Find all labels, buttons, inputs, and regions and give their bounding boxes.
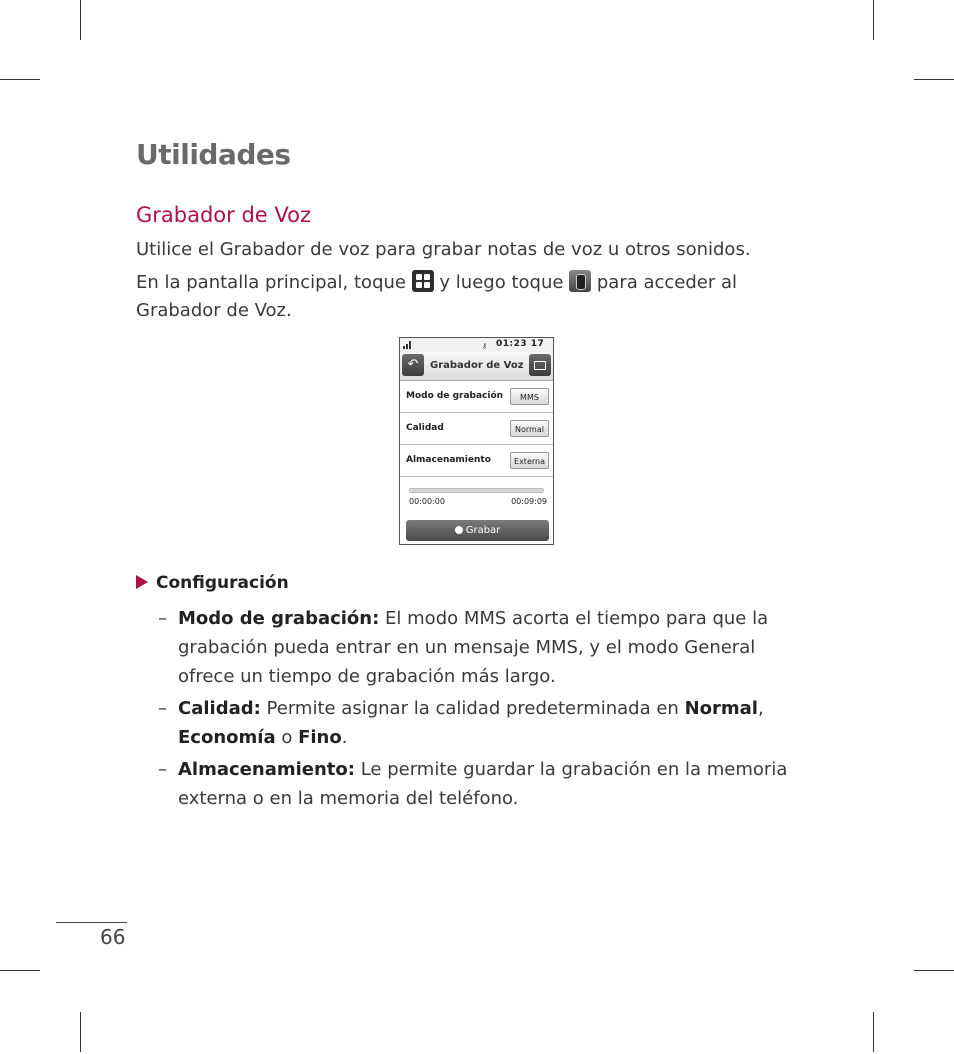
record-label: Grabar bbox=[465, 525, 501, 536]
recording-mode-value-button[interactable]: MMS bbox=[510, 388, 549, 405]
crop-mark bbox=[80, 0, 81, 40]
folder-icon bbox=[534, 361, 546, 370]
record-button[interactable] bbox=[406, 520, 549, 541]
config-heading bbox=[136, 573, 289, 593]
option: Economía bbox=[178, 727, 276, 748]
config-heading-text: Configuración bbox=[156, 573, 289, 593]
term: Almacenamiento: bbox=[178, 759, 355, 780]
description: El modo MMS acorta el tiempo para que la grabación pueda entrar en un mensaje MMS, y el modo General ofrece un tiempo de grabación más largo. bbox=[178, 608, 769, 687]
status-time: 01:23 17 bbox=[496, 339, 545, 349]
term: Calidad: bbox=[178, 698, 261, 719]
setting-row-recording-mode[interactable] bbox=[400, 381, 553, 413]
crop-mark bbox=[80, 1012, 81, 1052]
subsection-title: Grabador de Voz bbox=[136, 203, 311, 227]
crop-mark bbox=[914, 79, 954, 80]
terminator: . bbox=[341, 727, 348, 748]
setting-row-quality[interactable] bbox=[400, 413, 553, 445]
status-bar bbox=[400, 338, 553, 352]
separator: o bbox=[275, 727, 299, 748]
config-item-recording-mode bbox=[158, 604, 798, 691]
back-button[interactable] bbox=[402, 354, 424, 376]
crop-mark bbox=[873, 1012, 874, 1052]
instruction-text: En la pantalla principal, toque bbox=[136, 272, 412, 293]
quality-value-button[interactable]: Normal bbox=[510, 420, 549, 437]
setting-row-storage[interactable] bbox=[400, 445, 553, 477]
term: Modo de grabación: bbox=[178, 608, 380, 629]
elapsed-time: 00:00:00 bbox=[409, 497, 445, 506]
setting-label: Calidad bbox=[406, 423, 444, 433]
record-dot-icon bbox=[455, 526, 463, 534]
instruction-paragraph bbox=[136, 269, 776, 325]
storage-value-button[interactable]: Externa bbox=[510, 452, 549, 469]
dash-bullet: – bbox=[158, 608, 167, 629]
crop-mark bbox=[873, 0, 874, 40]
instruction-text: para acceder al Grabador de Voz. bbox=[136, 272, 738, 321]
dash-bullet: – bbox=[158, 698, 167, 719]
arrow-right-icon bbox=[136, 575, 148, 589]
intro-paragraph: Utilice el Grabador de voz para grabar notas de voz u otros sonidos. bbox=[136, 239, 751, 260]
dash-bullet: – bbox=[158, 759, 167, 780]
back-arrow-icon: ↶ bbox=[407, 357, 419, 372]
crop-mark bbox=[0, 970, 40, 971]
crop-mark bbox=[0, 79, 40, 80]
setting-label: Modo de grabación bbox=[406, 391, 504, 401]
page-number: 66 bbox=[100, 925, 126, 949]
section-title: Utilidades bbox=[136, 138, 291, 171]
option: Fino bbox=[298, 727, 342, 748]
description: Le permite guardar la grabación en la memoria externa o en la memoria del teléfono. bbox=[178, 759, 788, 809]
voice-recorder-screen bbox=[399, 337, 554, 545]
setting-label: Almacenamiento bbox=[406, 455, 491, 465]
page-number-rule bbox=[56, 922, 127, 923]
folder-button[interactable] bbox=[529, 354, 551, 376]
recording-progress-bar bbox=[409, 488, 544, 493]
screen-titlebar bbox=[400, 352, 553, 381]
signal-icon bbox=[403, 341, 413, 349]
option: Normal bbox=[684, 698, 758, 719]
key-icon: ⚷ bbox=[482, 342, 488, 350]
voice-recorder-icon bbox=[569, 270, 591, 292]
instruction-text: y luego toque bbox=[433, 272, 570, 293]
separator: , bbox=[757, 698, 764, 719]
config-item-storage bbox=[158, 755, 798, 813]
apps-grid-icon bbox=[412, 270, 434, 292]
crop-mark bbox=[914, 970, 954, 971]
description: Permite asignar la calidad predeterminada en bbox=[260, 698, 685, 719]
config-item-quality bbox=[158, 694, 798, 752]
screen-title: Grabador de Voz bbox=[430, 360, 524, 371]
available-time: 00:09:09 bbox=[511, 497, 547, 506]
